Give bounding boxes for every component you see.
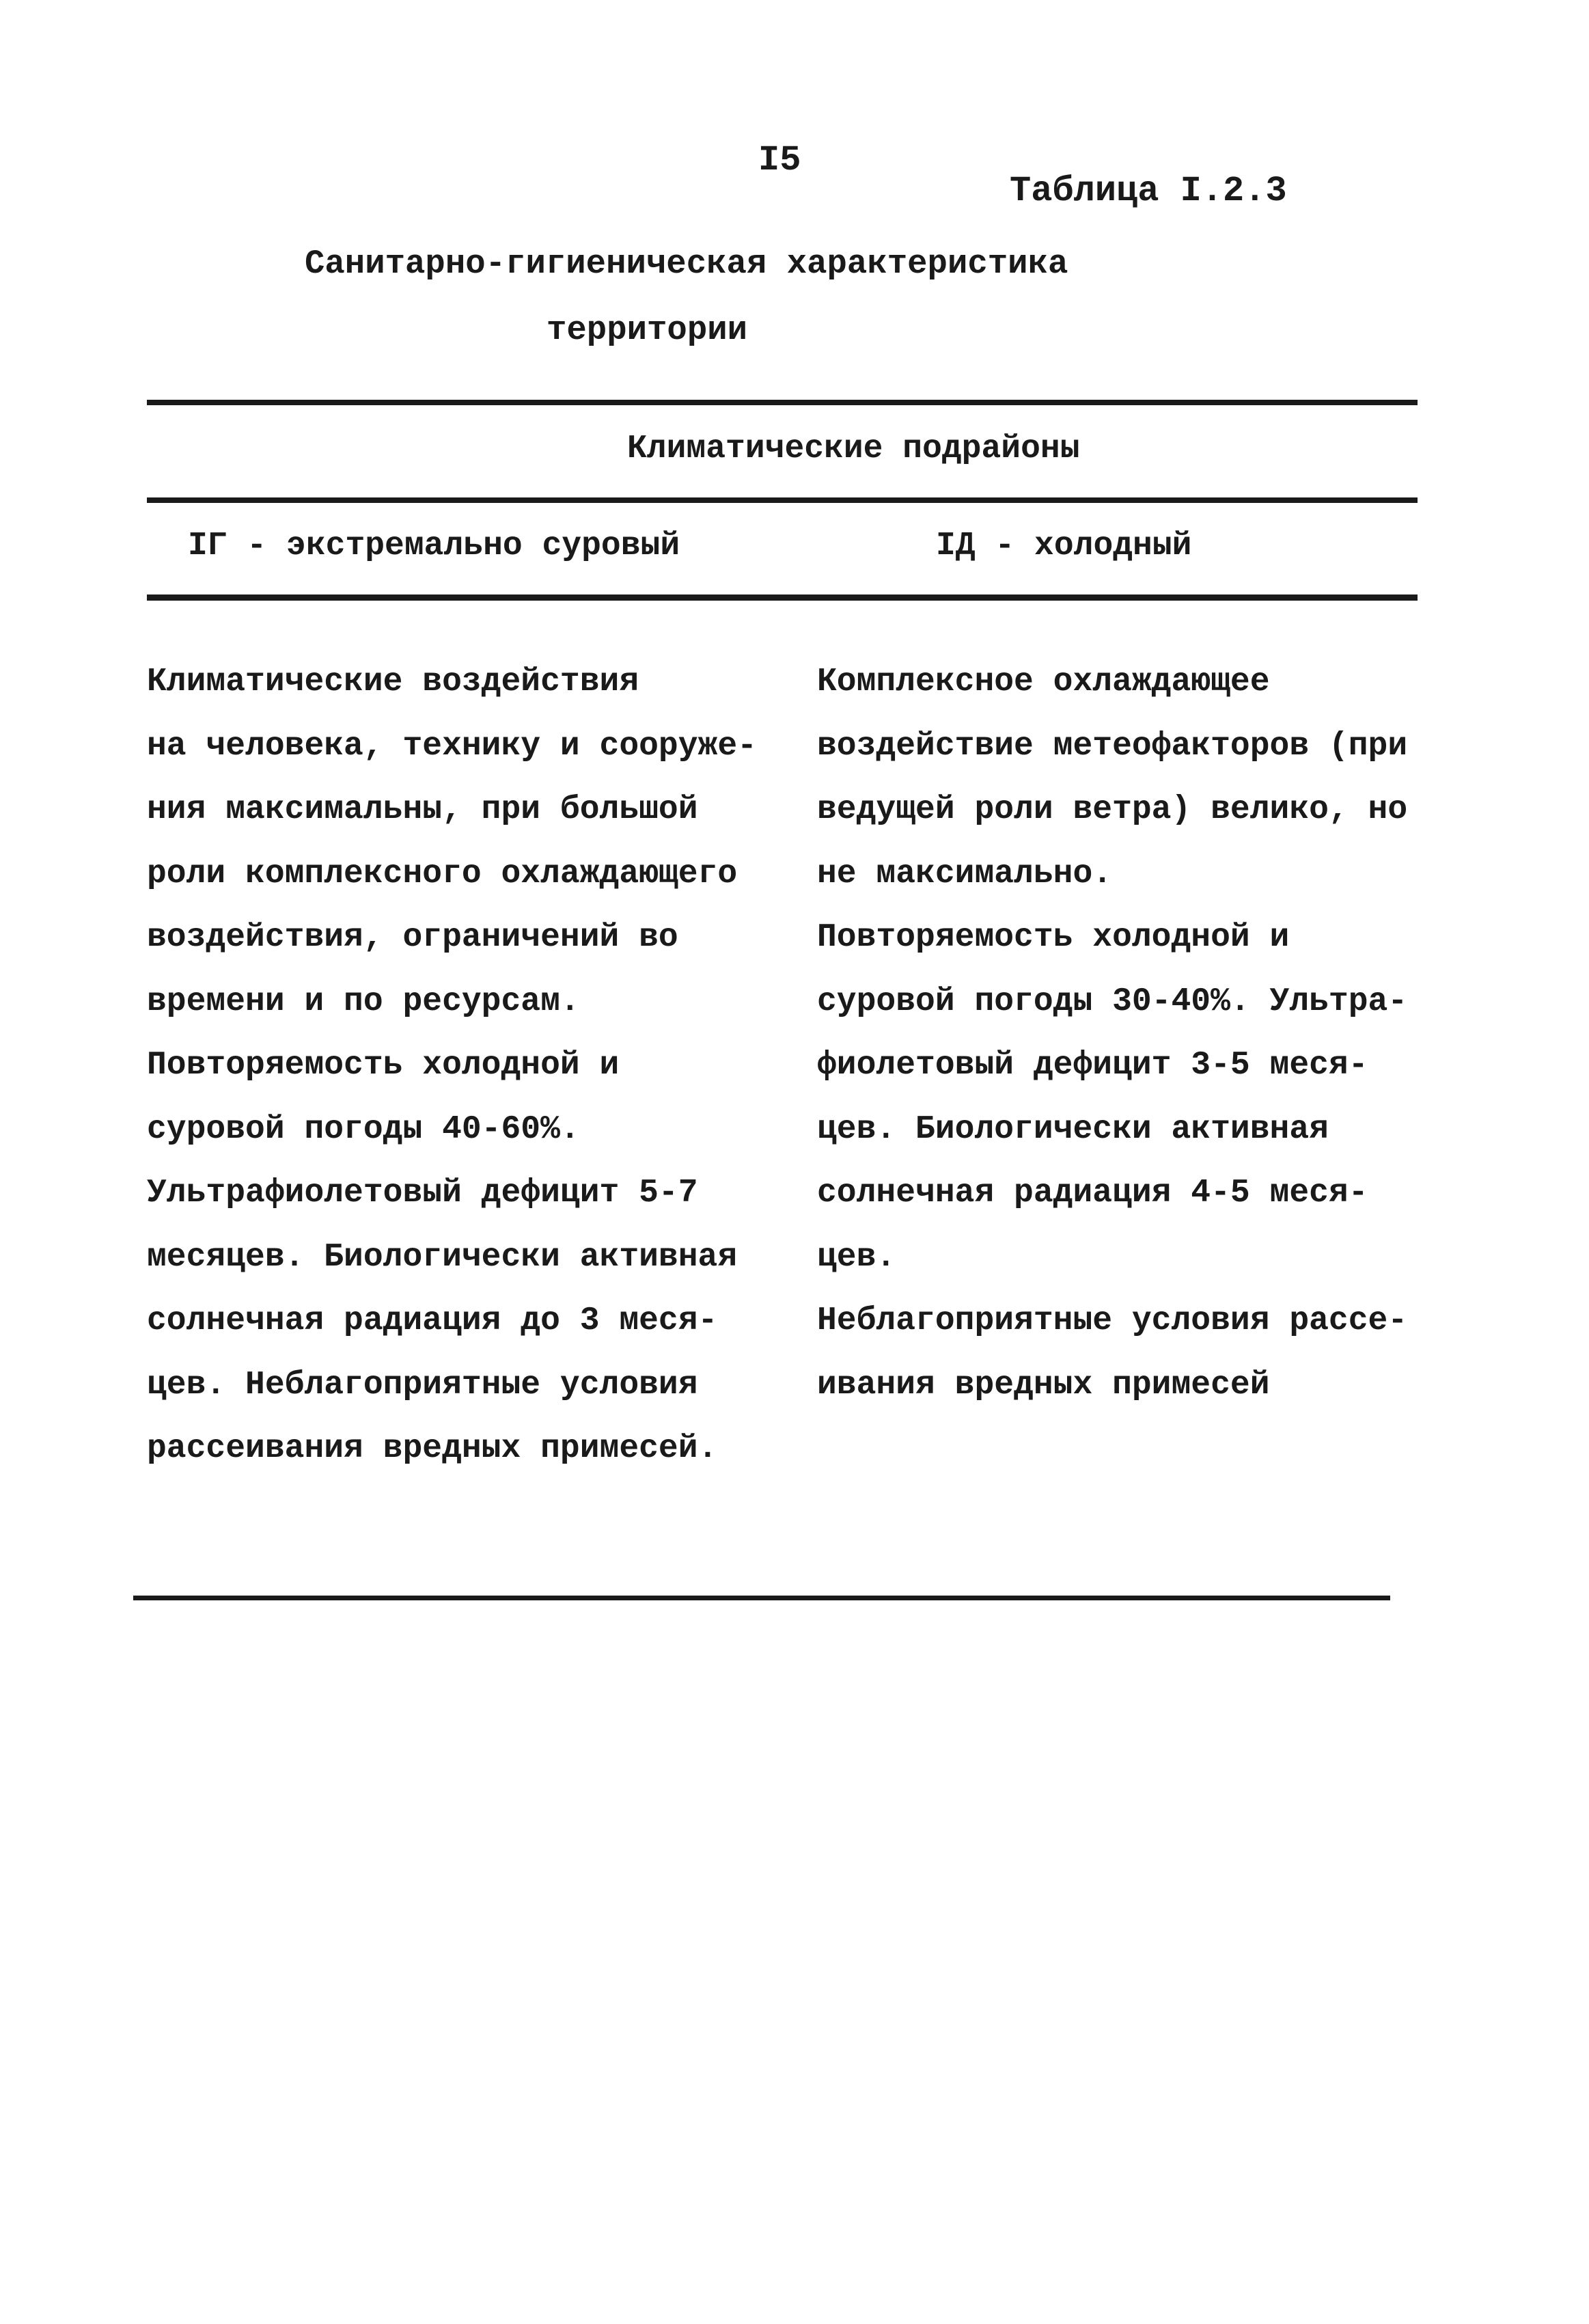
text-line: не максимально. — [817, 855, 1113, 892]
table-title-line1: Санитарно-гигиеническая характеристика — [305, 245, 1068, 283]
text-line: воздействие метеофакторов (при — [817, 727, 1408, 765]
text-line: на человека, технику и сооруже- — [147, 727, 757, 765]
text-line: роли комплексного охлаждающего — [147, 855, 738, 892]
text-line: времени и по ресурсам. — [147, 983, 580, 1020]
table-label: Таблица I.2.3 — [1010, 171, 1287, 211]
text-line: Климатические воздействия — [147, 664, 639, 700]
text-line: солнечная радиация до 3 меся- — [147, 1302, 718, 1339]
column-heading-right: IД - холодный — [936, 528, 1192, 564]
table-title-line2: территории — [547, 311, 748, 349]
group-header-rule — [147, 497, 1418, 503]
column-text-left — [147, 651, 757, 1481]
text-line: ния максимальны, при большой — [147, 791, 698, 828]
column-heading-left: IГ - экстремально суровый — [188, 528, 680, 564]
group-header: Климатические подрайоны — [627, 430, 1080, 467]
text-line: ведущей роли ветра) велико, но — [817, 791, 1408, 828]
text-line: суровой погоды 30-40%. Ультра- — [817, 983, 1408, 1020]
column-text-right — [817, 651, 1407, 1417]
text-line: воздействия, ограничений во — [147, 919, 678, 956]
text-line: месяцев. Биологически активная — [147, 1238, 738, 1276]
text-line: Неблагоприятные условия рассе- — [817, 1302, 1408, 1339]
table-top-rule — [147, 400, 1418, 405]
text-line: фиолетовый дефицит 3-5 меся- — [817, 1047, 1368, 1084]
page-number: I5 — [758, 140, 801, 180]
text-line: Комплексное охлаждающее — [817, 664, 1270, 700]
column-heading-rule — [147, 594, 1418, 601]
text-line: Ультрафиолетовый дефицит 5-7 — [147, 1175, 698, 1212]
text-line: цев. Неблагоприятные условия — [147, 1366, 698, 1404]
text-line: рассеивания вредных примесей. — [147, 1430, 718, 1467]
table-bottom-rule — [133, 1596, 1390, 1600]
text-line: Повторяемость холодной и — [147, 1047, 620, 1084]
text-line: солнечная радиация 4-5 меся- — [817, 1175, 1368, 1212]
text-line: цев. — [817, 1238, 896, 1276]
text-line: Повторяемость холодной и — [817, 919, 1290, 956]
text-line: цев. Биологически активная — [817, 1110, 1329, 1148]
text-line: суровой погоды 40-60%. — [147, 1110, 580, 1148]
text-line: ивания вредных примесей — [817, 1366, 1270, 1404]
